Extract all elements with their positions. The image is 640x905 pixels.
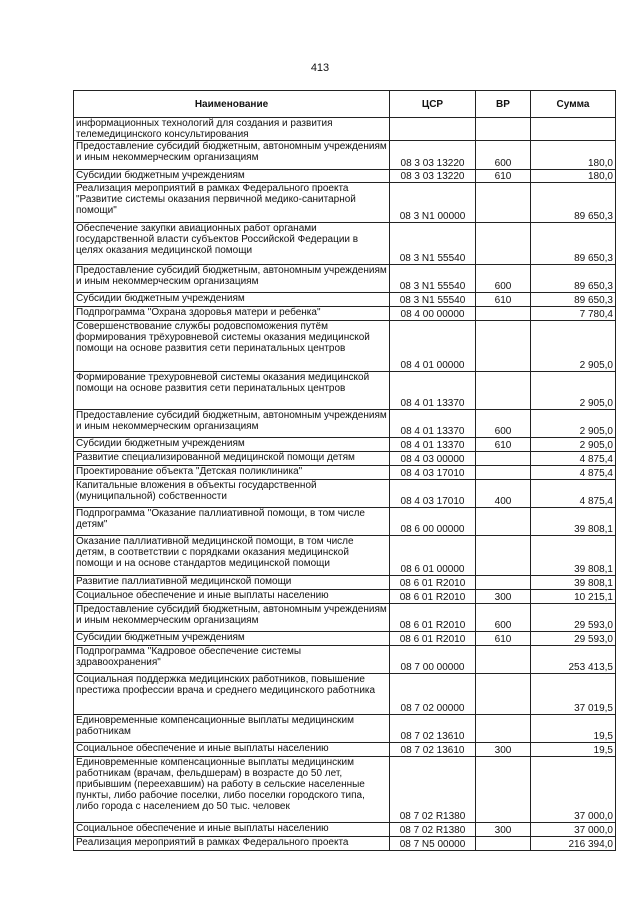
row-sum: 89 650,3: [531, 265, 616, 293]
table-row: [74, 646, 616, 674]
row-vr: 600: [476, 141, 531, 170]
row-csr: 08 6 01 00000: [390, 536, 476, 576]
table-row: [74, 410, 616, 438]
table-row: [74, 452, 616, 466]
row-csr: 08 3 N1 55540: [390, 293, 476, 307]
row-name: Проектирование объекта "Детская поликлиника": [74, 466, 390, 480]
row-name: Реализация мероприятий в рамках Федерального проекта: [74, 837, 390, 851]
budget-table: [73, 90, 616, 851]
row-sum: 7 780,4: [531, 307, 616, 321]
table-row: [74, 743, 616, 757]
column-header-name: Наименование: [74, 91, 390, 118]
row-name: Предоставление субсидий бюджетным, автономным учреждениям и иным некоммерческим организациям: [74, 410, 390, 438]
row-csr: 08 7 00 00000: [390, 646, 476, 674]
row-vr: [476, 452, 531, 466]
row-vr: 610: [476, 632, 531, 646]
row-sum: 29 593,0: [531, 604, 616, 632]
row-sum: 19,5: [531, 715, 616, 743]
row-csr: 08 7 02 R1380: [390, 757, 476, 823]
row-csr: 08 6 00 00000: [390, 508, 476, 536]
row-sum: 4 875,4: [531, 480, 616, 508]
table-row: [74, 757, 616, 823]
row-name: Социальное обеспечение и иные выплаты населению: [74, 823, 390, 837]
row-name: Реализация мероприятий в рамках Федерального проекта "Развитие системы оказания первичной медико-санитарной помощи": [74, 183, 390, 223]
row-vr: [476, 837, 531, 851]
column-header-csr: ЦСР: [390, 91, 476, 118]
table-row: [74, 480, 616, 508]
row-csr: 08 3 03 13220: [390, 170, 476, 183]
row-csr: 08 3 N1 55540: [390, 265, 476, 293]
row-name: Единовременные компенсационные выплаты медицинским работникам: [74, 715, 390, 743]
row-name: Оказание паллиативной медицинской помощи, в том числе детям, в соответствии с порядками оказания медицинской помощи и на основе стандартов медицинской помощи: [74, 536, 390, 576]
row-csr: 08 4 03 17010: [390, 466, 476, 480]
row-name: Капитальные вложения в объекты государственной (муниципальной) собственности: [74, 480, 390, 508]
row-vr: 300: [476, 823, 531, 837]
table-row: [74, 183, 616, 223]
row-sum: 19,5: [531, 743, 616, 757]
row-vr: 400: [476, 480, 531, 508]
page-number: 413: [310, 62, 330, 74]
table-row: [74, 536, 616, 576]
row-vr: 610: [476, 438, 531, 452]
row-csr: 08 6 01 R2010: [390, 590, 476, 604]
row-sum: 2 905,0: [531, 321, 616, 372]
row-vr: [476, 674, 531, 715]
row-csr: 08 6 01 R2010: [390, 632, 476, 646]
row-sum: 2 905,0: [531, 438, 616, 452]
table-row: [74, 632, 616, 646]
column-header-sum: Сумма: [531, 91, 616, 118]
row-name: Единовременные компенсационные выплаты медицинским работникам (врачам, фельдшерам) в возрасте до 50 лет, прибывшим (переехавшим) на работу в сельские населенные пункты, либо рабочие поселки, либо поселки городского типа, либо города с населением до 50 тыс. человек: [74, 757, 390, 823]
row-csr: 08 4 01 13370: [390, 438, 476, 452]
row-vr: [476, 223, 531, 265]
table-row: [74, 307, 616, 321]
row-name: Предоставление субсидий бюджетным, автономным учреждениям и иным некоммерческим организациям: [74, 604, 390, 632]
table-row: [74, 466, 616, 480]
row-csr: 08 3 N1 55540: [390, 223, 476, 265]
row-name: Социальное обеспечение и иные выплаты населению: [74, 590, 390, 604]
row-name: Подпрограмма "Охрана здоровья матери и ребенка": [74, 307, 390, 321]
table-header-row: [74, 91, 616, 118]
row-sum: 89 650,3: [531, 183, 616, 223]
row-csr: 08 7 02 13610: [390, 743, 476, 757]
row-vr: [476, 321, 531, 372]
table-row: [74, 674, 616, 715]
table-row: [74, 141, 616, 170]
row-vr: 610: [476, 170, 531, 183]
row-csr: 08 3 03 13220: [390, 141, 476, 170]
row-sum: 4 875,4: [531, 466, 616, 480]
row-vr: [476, 576, 531, 590]
row-vr: 600: [476, 410, 531, 438]
row-sum: 89 650,3: [531, 223, 616, 265]
row-name: Субсидии бюджетным учреждениям: [74, 632, 390, 646]
row-sum: 39 808,1: [531, 536, 616, 576]
table-row: [74, 823, 616, 837]
row-sum: 37 019,5: [531, 674, 616, 715]
row-csr: 08 6 01 R2010: [390, 604, 476, 632]
row-sum: 29 593,0: [531, 632, 616, 646]
table-row: [74, 837, 616, 851]
row-vr: 300: [476, 590, 531, 604]
row-sum: 180,0: [531, 141, 616, 170]
row-vr: [476, 466, 531, 480]
row-sum: [531, 118, 616, 141]
row-csr: 08 7 02 13610: [390, 715, 476, 743]
row-vr: [476, 757, 531, 823]
row-sum: 39 808,1: [531, 576, 616, 590]
row-name: информационных технологий для создания и развития телемедицинского консультирования: [74, 118, 390, 141]
row-sum: 2 905,0: [531, 372, 616, 410]
row-vr: [476, 536, 531, 576]
row-sum: 2 905,0: [531, 410, 616, 438]
row-name: Социальное обеспечение и иные выплаты населению: [74, 743, 390, 757]
table-row: [74, 170, 616, 183]
row-name: Совершенствование службы родовспоможения путём формирования трёхуровневой системы оказания медицинской помощи на основе развития сети перинатальных центров: [74, 321, 390, 372]
row-sum: 37 000,0: [531, 823, 616, 837]
row-sum: 39 808,1: [531, 508, 616, 536]
table-row: [74, 576, 616, 590]
row-csr: 08 4 00 00000: [390, 307, 476, 321]
row-csr: 08 3 N1 00000: [390, 183, 476, 223]
row-sum: 253 413,5: [531, 646, 616, 674]
row-vr: [476, 646, 531, 674]
row-name: Формирование трехуровневой системы оказания медицинской помощи на основе развития сети перинатальных центров: [74, 372, 390, 410]
row-vr: 300: [476, 743, 531, 757]
row-vr: [476, 508, 531, 536]
row-vr: 600: [476, 604, 531, 632]
row-csr: [390, 118, 476, 141]
row-csr: 08 4 01 00000: [390, 321, 476, 372]
row-csr: 08 4 01 13370: [390, 372, 476, 410]
row-name: Обеспечение закупки авиационных работ органами государственной власти субъектов Российской Федерации в целях оказания медицинской помощи: [74, 223, 390, 265]
table-row: [74, 590, 616, 604]
table-row: [74, 508, 616, 536]
row-name: Предоставление субсидий бюджетным, автономным учреждениям и иным некоммерческим организациям: [74, 141, 390, 170]
row-vr: [476, 118, 531, 141]
row-sum: 4 875,4: [531, 452, 616, 466]
table-row: [74, 438, 616, 452]
row-csr: 08 4 03 00000: [390, 452, 476, 466]
row-csr: 08 6 01 R2010: [390, 576, 476, 590]
row-name: Социальная поддержка медицинских работников, повышение престижа профессии врача и среднего медицинского работника: [74, 674, 390, 715]
row-vr: 600: [476, 265, 531, 293]
row-name: Подпрограмма "Оказание паллиативной помощи, в том числе детям": [74, 508, 390, 536]
row-csr: 08 7 N5 00000: [390, 837, 476, 851]
row-name: Предоставление субсидий бюджетным, автономным учреждениям и иным некоммерческим организациям: [74, 265, 390, 293]
row-sum: 180,0: [531, 170, 616, 183]
table-row: [74, 372, 616, 410]
table-row: [74, 223, 616, 265]
column-header-vr: ВР: [476, 91, 531, 118]
row-vr: 610: [476, 293, 531, 307]
row-csr: 08 4 01 13370: [390, 410, 476, 438]
row-vr: [476, 183, 531, 223]
row-sum: 10 215,1: [531, 590, 616, 604]
table-row: [74, 604, 616, 632]
row-sum: 89 650,3: [531, 293, 616, 307]
row-name: Подпрограмма "Кадровое обеспечение системы здравоохранения": [74, 646, 390, 674]
table-row: [74, 265, 616, 293]
row-csr: 08 7 02 R1380: [390, 823, 476, 837]
row-vr: [476, 715, 531, 743]
row-vr: [476, 307, 531, 321]
table-row: [74, 715, 616, 743]
row-name: Субсидии бюджетным учреждениям: [74, 293, 390, 307]
row-vr: [476, 372, 531, 410]
table-row: [74, 293, 616, 307]
row-name: Развитие паллиативной медицинской помощи: [74, 576, 390, 590]
row-sum: 216 394,0: [531, 837, 616, 851]
row-name: Субсидии бюджетным учреждениям: [74, 438, 390, 452]
row-sum: 37 000,0: [531, 757, 616, 823]
row-name: Субсидии бюджетным учреждениям: [74, 170, 390, 183]
table-row: [74, 321, 616, 372]
row-csr: 08 7 02 00000: [390, 674, 476, 715]
table-row: [74, 118, 616, 141]
row-name: Развитие специализированной медицинской помощи детям: [74, 452, 390, 466]
row-csr: 08 4 03 17010: [390, 480, 476, 508]
